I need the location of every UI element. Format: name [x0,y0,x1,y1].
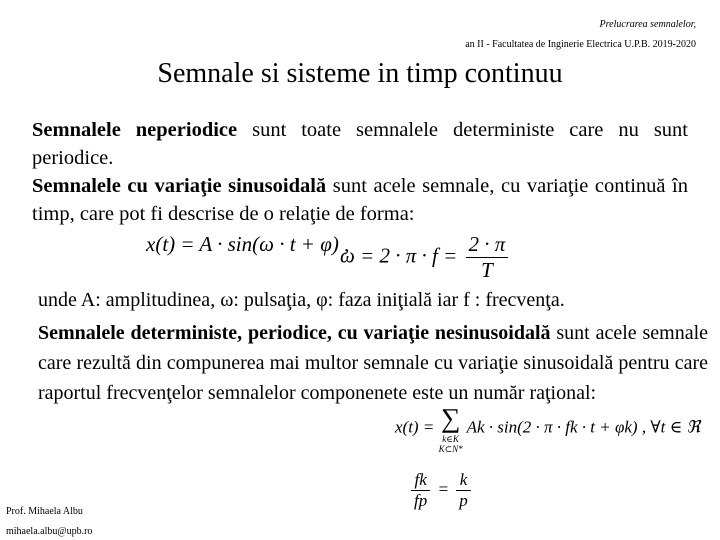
ratio-fraction-2 [456,470,471,511]
paragraph-sinusoidal [32,172,688,228]
ratio-fraction-1 [411,470,430,511]
faculty-header: an II - Facultatea de Inginerie Electrica U.P.B. 2019-2020 [465,39,696,50]
omega-formula [340,232,511,283]
paragraph-nonsinusoidal [38,318,708,408]
definition-nonperiodic: sunt toate semnalele deterministe care nu sunt periodice. [32,119,688,169]
paragraph-parameters: unde A: amplitudinea, ω: pulsaţia, φ: faza iniţială iar f : frecvenţa. [38,289,565,311]
sum-symbol: ∑ [440,403,461,433]
fourier-sum-formula [395,403,700,454]
omega-denominator: T [481,258,493,282]
sinusoid-formula: x(t) = A · sin(ω · t + φ) , [146,232,350,256]
ratio-den-2: p [459,491,468,510]
footer-author: Prof. Mihaela Albu [6,506,83,517]
sum-limit-2: K⊂N* [438,444,463,454]
ratio-num-1: fk [411,470,430,491]
ratio-equals: = [433,479,454,499]
sum-lhs: x(t) = [395,417,439,437]
omega-lhs: ω = 2 · π · f = [340,243,463,268]
sum-body: Ak · sin(2 · π · fk · t + φk) , ∀t ∈ ℜ [466,417,701,437]
ratio-den-1: fp [414,491,428,510]
frequency-ratio-formula [408,470,474,511]
term-sinusoidal: Semnalele cu variaţie sinusoidală [32,175,327,197]
sum-operator [439,403,463,454]
footer-email: mihaela.albu@upb.ro [6,526,93,537]
omega-fraction [466,232,509,283]
omega-numerator: 2 · π [466,232,509,258]
term-nonperiodic: Semnalele neperiodice [32,119,238,141]
definition-nonsinusoidal: sunt acele semnale care rezultă din compunerea mai multor semnale cu variaţie sinusoidală pentru care raportul frecvenţelor semnalelor componenete este un număr raţional: [38,322,709,404]
course-header: Prelucrarea semnalelor, [599,19,696,30]
slide-title: Semnale si sisteme in timp continuu [157,58,563,89]
ratio-num-2: k [456,470,471,491]
paragraph-nonperiodic [32,116,688,172]
term-nonsinusoidal: Semnalele deterministe, periodice, cu variaţie nesinusoidală [38,322,551,344]
sum-limit-1: k∈K [442,434,459,444]
definition-sinusoidal: sunt acele semnale, cu variaţie continuă în timp, care pot fi descrise de o relaţie de forma: [32,175,688,225]
